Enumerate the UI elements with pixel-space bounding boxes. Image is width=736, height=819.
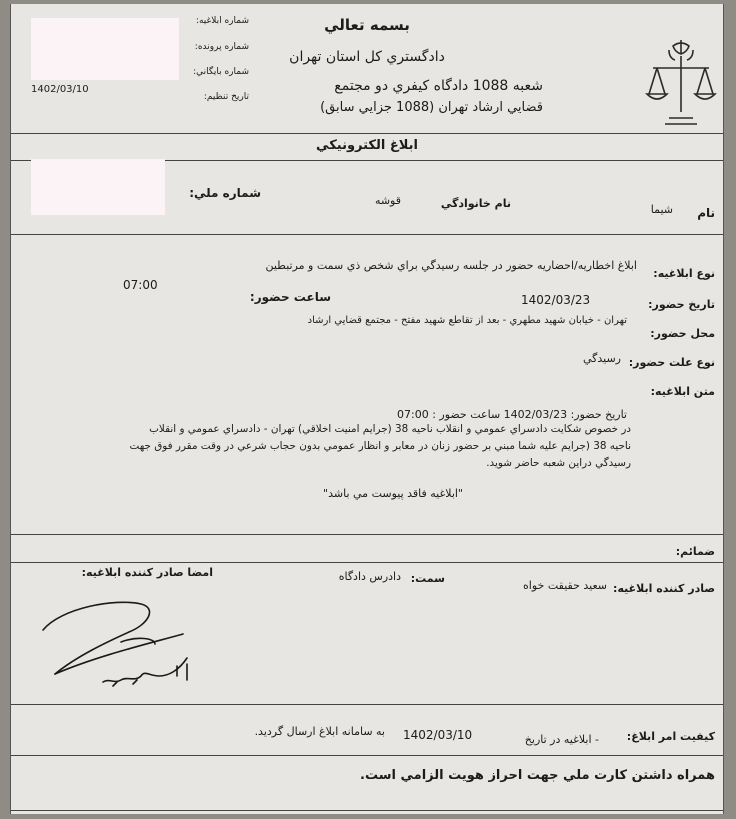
handwritten-signature [37, 594, 207, 694]
meta-label-archive-number: شماره بايگاني: [193, 67, 249, 77]
footer-note: همراه داشتن كارت ملي جهت احراز هويت الزامي است. [360, 768, 715, 783]
judiciary-emblem [645, 38, 717, 130]
issue-date: 1402/03/10 [31, 84, 89, 95]
attendance-time-value: 07:00 [123, 278, 158, 292]
divider [11, 133, 723, 134]
divider [11, 234, 723, 235]
branch-line-2: قضايي ارشاد تهران (1088 جزايي سابق) [320, 100, 543, 115]
reason-value: رسيدگي [582, 352, 621, 365]
bismillah: بسمه تعالي [324, 16, 410, 34]
attachment-note: "ابلاغيه فاقد پيوست مي باشد" [323, 487, 463, 500]
meta-label-issue-date: تاريخ تنظيم: [203, 92, 249, 102]
divider [11, 534, 723, 535]
attendance-date-value: 1402/03/23 [521, 293, 591, 307]
national-id-label: شماره ملي: [189, 186, 261, 200]
issuer-name: سعيد حقيقت خواه [523, 579, 607, 592]
notice-type-label: نوع ابلاغيه: [653, 267, 715, 280]
notice-text-line-4: رسيدگي دراين شعبه حاضر شويد. [486, 457, 631, 469]
notice-type-value: ابلاغ اخطاريه/احضاريه حضور در جلسه رسيدگي براي شخص ذي سمت و مرتبطين [265, 259, 637, 272]
delivery-label: كيفيت امر ابلاغ: [626, 730, 715, 743]
divider [11, 704, 723, 705]
family-name-value: قوشه [374, 194, 401, 207]
reason-label: نوع علت حضور: [628, 356, 715, 369]
role-value: دادرس دادگاه [338, 570, 401, 583]
meta-label-case-number: شماره پرونده: [194, 42, 249, 52]
notice-text-label: متن ابلاغيه: [650, 385, 715, 398]
attendance-date-label: تاريخ حضور: [648, 298, 715, 311]
family-name-label: نام خانوادگي [440, 197, 511, 210]
notice-text-line-1: تاريخ حضور: 1402/03/23 ساعت حضور : 07:00 [397, 408, 627, 421]
attendance-place-label: محل حضور: [650, 327, 715, 340]
signature-label: امضا صادر كننده ابلاغيه: [81, 566, 213, 579]
divider [11, 810, 723, 811]
issuer-label: صادر كننده ابلاغيه: [613, 582, 715, 595]
meta-label-notice-number: شماره ابلاغيه: [195, 16, 249, 26]
attendance-time-label: ساعت حضور: [249, 290, 331, 304]
attachments-label: ضمائم: [675, 545, 715, 558]
role-label: سمت: [410, 572, 445, 585]
branch-line-1: شعبه 1088 دادگاه كيفري دو مجتمع [334, 78, 543, 94]
delivery-date: 1402/03/10 [403, 728, 473, 742]
divider [11, 562, 723, 563]
notice-text-line-3: ناحيه 38 (جرايم عليه شما مبني بر حضور زنان در معابر و انظار عمومي بدون حجاب شرعي در وقت مقرر فوق جهت [129, 440, 631, 452]
court-name: دادگستري كل استان تهران [289, 49, 445, 65]
name-label: نام [697, 206, 715, 220]
document-title: ابلاغ الكترونيكي [316, 138, 418, 153]
delivery-prefix: - ابلاغيه در تاريخ [524, 733, 599, 746]
redacted-block [31, 159, 165, 215]
divider [11, 755, 723, 756]
notice-text-line-2: در خصوص شكايت دادسراي عمومي و انقلاب ناحيه 38 (جرايم امنيت اخلاقي) تهران - دادسراي عمومي و انقلاب [149, 423, 631, 435]
notice-document [10, 4, 724, 814]
attendance-place-value: تهران - خيابان شهيد مطهري - بعد از تقاطع شهيد مفتح - مجتمع قضايي ارشاد [307, 315, 627, 326]
delivery-suffix: به سامانه ابلاغ ارسال گرديد. [254, 725, 385, 738]
name-value: شيما [650, 203, 673, 216]
